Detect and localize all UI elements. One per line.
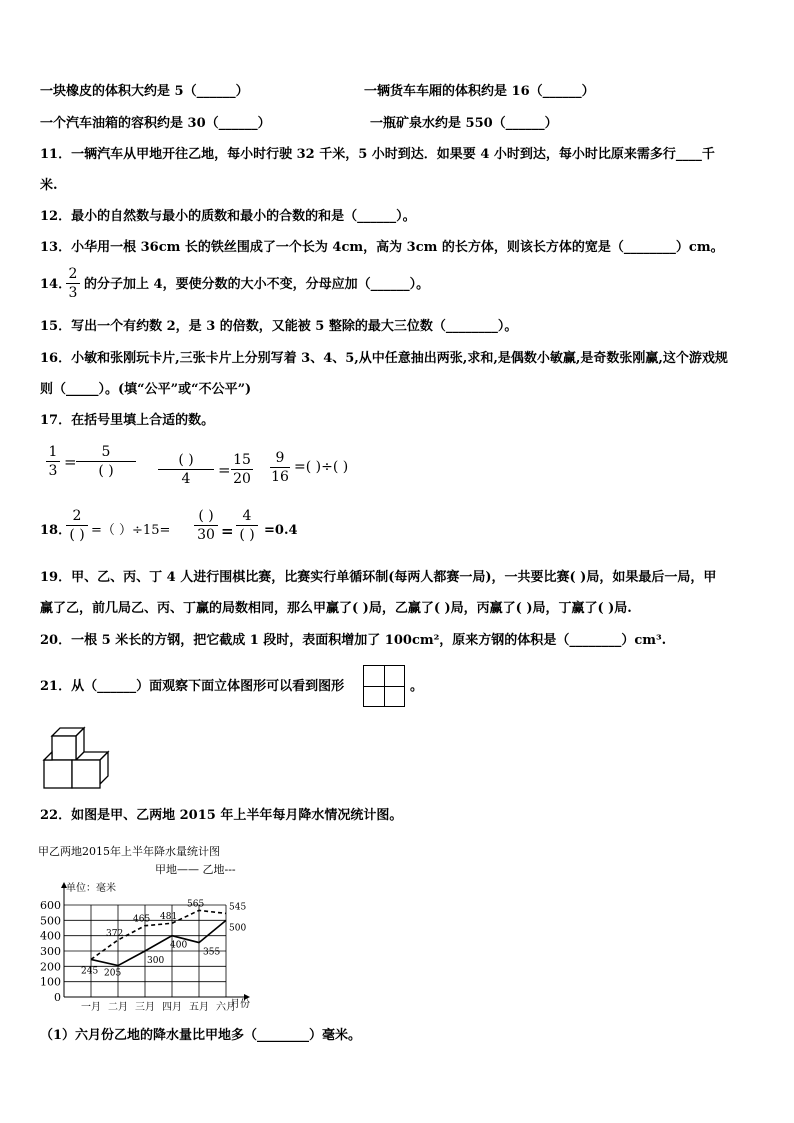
q14-label: 14． <box>40 277 72 292</box>
x-tick-label: 五月 <box>189 1002 209 1013</box>
q17-frac-1 <box>46 444 60 479</box>
q14-frac-den: 3 <box>68 285 78 301</box>
data-label: 500 <box>229 923 247 934</box>
q10-row2-left: 一个汽车油箱的容积约是 30（______） <box>40 116 271 131</box>
q17-f3-den: 4 <box>181 471 191 487</box>
q17-frac-4 <box>231 452 253 487</box>
q17-frac-5 <box>270 450 290 485</box>
q17-f5-num: 9 <box>275 450 285 466</box>
q14-text: 的分子加上 4，要使分数的大小不变，分母应加（______）。 <box>84 277 430 292</box>
q17-eq-2: = <box>218 461 231 479</box>
q17-f1-num: 1 <box>48 444 58 460</box>
q20-text: 20．一根 5 米长的方钢，把它截成 1 段时，表面积增加了 100cm²，原来方钢的体积是（________）cm³. <box>40 633 667 648</box>
q17-title: 17．在括号里填上合适的数。 <box>40 413 215 428</box>
data-label: 300 <box>147 956 165 966</box>
q15-text: 15．写出一个有约数 2，是 3 的倍数，又能被 5 整除的最大三位数（________）。 <box>40 319 518 334</box>
data-label: 205 <box>104 968 122 979</box>
rainfall-line-chart <box>30 842 270 1014</box>
q17-f4-num: 15 <box>233 452 251 468</box>
q18-f2-num: ( ) <box>198 508 214 524</box>
chart-unit-label: 单位：毫米 <box>66 883 116 894</box>
q18-f3-num: 4 <box>242 508 252 524</box>
q11-line1: 11．一辆汽车从甲地开往乙地，每小时行驶 32 千米，5 小时到达．如果要 4 小时到达，每小时比原来需多行____千 <box>40 147 715 162</box>
q21-text: 21．从（______）面观察下面立体图形可以看到图形 <box>40 679 345 694</box>
data-label: 400 <box>170 940 188 951</box>
q18-f1-den: ( ) <box>69 527 85 543</box>
data-label: 545 <box>229 902 247 913</box>
q18-tail: =0.4 <box>264 523 298 538</box>
y-tick-label: 200 <box>40 960 61 974</box>
q17-f3-num: ( ) <box>178 452 194 468</box>
q18-f2-den: 30 <box>197 527 215 543</box>
q18-frac-2 <box>194 508 218 543</box>
data-label: 245 <box>81 966 99 977</box>
q17-f2-den: ( ) <box>98 463 114 479</box>
q22-sub1: （1）六月份乙地的降水量比甲地多（________）毫米。 <box>40 1028 362 1043</box>
q21-end: 。 <box>410 679 424 694</box>
q19-line1: 19．甲、乙、丙、丁 4 人进行围棋比赛，比赛实行单循环制(每两人都赛一局)，一共要比赛( )局，如果最后一局，甲 <box>40 570 717 585</box>
q12-text: 12．最小的自然数与最小的质数和最小的合数的和是（______）。 <box>40 209 416 224</box>
q17-f5-den: 16 <box>271 469 289 485</box>
square-grid-figure <box>363 665 405 707</box>
x-tick-label: 六月 <box>216 1002 236 1013</box>
q18-eq: = <box>221 522 234 540</box>
q14-frac-num: 2 <box>68 266 78 282</box>
x-tick-label: 三月 <box>135 1002 155 1013</box>
q18-label: 18． <box>40 523 72 538</box>
data-label: 355 <box>203 947 221 958</box>
q19-line2: 赢了乙，前几局乙、丙、丁赢的局数相同，那么甲赢了( )局，乙赢了( )局，丙赢了( )局，丁赢了( )局. <box>40 601 632 616</box>
q17-f2-num: 5 <box>101 444 111 460</box>
data-label: 565 <box>187 899 205 910</box>
q10-row2-right: 一瓶矿泉水约是 550（______） <box>370 116 558 131</box>
q18-frac-3 <box>236 508 258 543</box>
chart-legend: 甲地—— 乙地--- <box>155 863 236 876</box>
q18-mid: =（ ）÷15= <box>91 523 171 538</box>
q17-f4-den: 20 <box>233 471 251 487</box>
q17-tail: =( )÷( ) <box>294 459 349 475</box>
q22-text: 22．如图是甲、乙两地 2015 年上半年每月降水情况统计图。 <box>40 808 403 823</box>
x-tick-label: 一月 <box>81 1002 101 1013</box>
x-tick-label: 四月 <box>162 1002 182 1013</box>
y-tick-label: 400 <box>40 929 61 943</box>
q10-row1-left: 一块橡皮的体积大约是 5（______） <box>40 84 249 99</box>
y-tick-label: 0 <box>54 991 61 1004</box>
q10-row1-right: 一辆货车车厢的体积约是 16（______） <box>364 84 595 99</box>
chart-title: 甲乙两地2015年上半年降水量统计图 <box>38 845 220 858</box>
q13-text: 13．小华用一根 36cm 长的铁丝围成了一个长为 4cm，高为 3cm 的长方体，则该长方体的宽是（________）cm。 <box>40 240 724 255</box>
y-tick-label: 300 <box>40 945 61 958</box>
q17-f1-den: 3 <box>48 463 58 479</box>
data-label: 481 <box>160 912 178 923</box>
q17-eq-1: = <box>64 453 77 471</box>
q17-frac-3 <box>158 452 214 487</box>
y-tick-label: 500 <box>40 914 61 928</box>
cube-stack-figure <box>38 722 110 792</box>
x-tick-label: 二月 <box>108 1002 128 1013</box>
chart-xlabel: 月份 <box>230 999 250 1010</box>
q18-f3-den: ( ) <box>239 527 255 543</box>
data-label: 372 <box>106 928 124 939</box>
q11-line2: 米. <box>40 178 58 193</box>
data-label: 465 <box>133 914 151 925</box>
q18-frac-1 <box>66 508 88 543</box>
q17-frac-2 <box>76 444 136 479</box>
y-tick-label: 100 <box>40 975 61 989</box>
q16-line1: 16．小敏和张刚玩卡片,三张卡片上分别写着 3、4、5,从中任意抽出两张,求和,是偶数小敏赢,是奇数张刚赢,这个游戏规 <box>40 351 728 366</box>
q18-f1-num: 2 <box>72 508 82 524</box>
q14-fraction <box>66 266 80 301</box>
y-tick-label: 600 <box>40 899 61 912</box>
q16-line2: 则（_____）。(填“公平”或“不公平”) <box>40 382 252 397</box>
